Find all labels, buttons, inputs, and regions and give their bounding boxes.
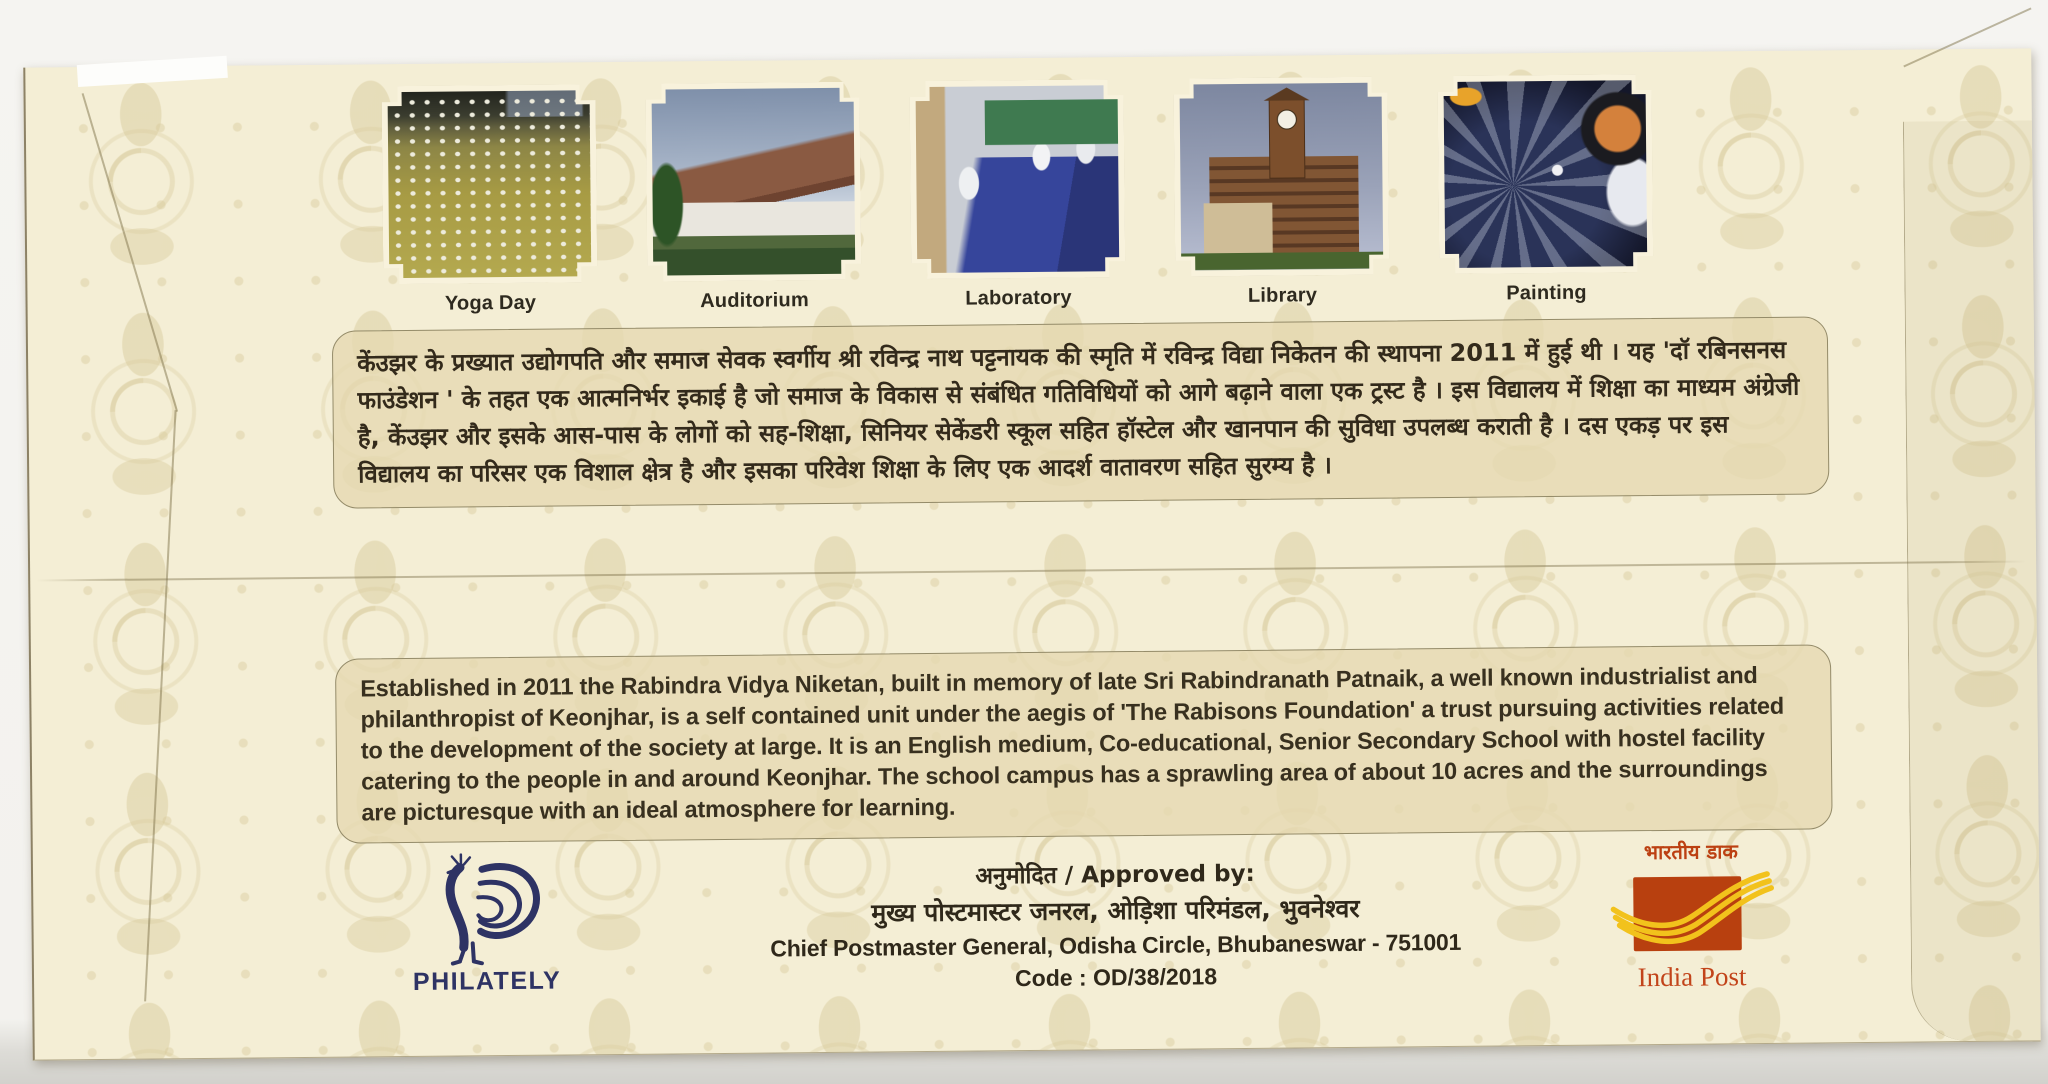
info-box-hindi xyxy=(332,316,1830,508)
india-post-english-label: India Post xyxy=(1637,961,1747,993)
philately-label: PHILATELY xyxy=(412,966,562,996)
english-paragraph: Established in 2011 the Rabindra Vidya Niketan, built in memory of late Sri Rabindranath Patnaik, a well known industrialist and philanthropist of Keonjhar, is a self contained unit under the aegis of 'The Rabisons Foundation' a trust pursuing activities related to the development of the society at large. It is an English medium, Co-educational, Senior Secondary School with hostel facility catering to the people in and around Keonjhar. The school campus has a sprawling area of about 10 acres and the surroundings are picturesque with an ideal atmosphere for learning. xyxy=(360,662,1785,826)
photo-painting xyxy=(1437,74,1653,306)
approval-line-2: मुख्य पोस्टमास्टर जनरल, ओड़िशा परिमंडल, भुवनेश्वर xyxy=(871,893,1360,928)
photo-frame-border xyxy=(645,82,861,282)
india-post-hindi-label: भारतीय डाक xyxy=(1643,839,1738,865)
envelope-liner-sliver xyxy=(77,56,228,87)
india-post-logo xyxy=(1601,837,1782,994)
left-flap-fold-line-upper xyxy=(82,93,178,412)
approval-line-4: Code : OD/38/2018 xyxy=(1014,963,1218,992)
photo-caption: Painting xyxy=(1506,281,1587,305)
india-post-emblem-icon xyxy=(1607,868,1776,956)
clock-tower-roof xyxy=(1263,87,1309,100)
photo-library xyxy=(1173,77,1389,309)
photo-auditorium xyxy=(645,82,861,314)
photo-frame-border xyxy=(381,84,597,284)
approval-block xyxy=(715,853,1516,995)
envelope-back xyxy=(23,48,2040,1060)
approval-line-3: Chief Postmaster General, Odisha Circle, Bhubaneswar - 751001 xyxy=(770,928,1462,962)
peacock-icon xyxy=(420,853,553,966)
approval-line-1: अनुमोदित / Approved by: xyxy=(975,860,1255,890)
photo-caption: Library xyxy=(1247,284,1318,307)
photo-frame-border xyxy=(1437,74,1653,274)
photo-caption: Yoga Day xyxy=(444,291,537,315)
laboratory-image xyxy=(916,85,1120,273)
right-flap-fold-line xyxy=(1903,7,2031,67)
photo-frame-border xyxy=(909,79,1125,279)
photo-frame-border xyxy=(1173,77,1389,277)
philately-logo xyxy=(391,852,582,997)
middle-crease xyxy=(36,560,2026,581)
right-side-flap xyxy=(1903,120,2041,1041)
photo-caption: Auditorium xyxy=(700,289,809,313)
clock-tower xyxy=(1269,98,1306,178)
hindi-paragraph: केंउझर के प्रख्यात उद्योगपति और समाज सेवक स्वर्गीय श्री रविन्द्र नाथ पट्टनायक की स्मृति में रविन्द्र विद्या निकेतन की स्थापना 2011 में हुई थी । यह 'दॉ रबिनसनस फाउंडेशन ' के तहत एक आत्मनिर्भर इकाई है जो समाज के विकास से संबंधित गतिविधियों को आगे बढ़ाने वाला एक ट्रस्ट है । इस विद्यालय में शिक्षा का माध्यम अंग्रेजी है, केंउझर और इसके आस-पास के लोगों को सह-शिक्षा, सिनियर सेकेंडरी स्कूल सहित हॉस्टेल और खानपान की सुविधा उपलब्ध कराती है । दस एकड़ पर इस विद्यालय का परिसर एक विशाल क्षेत्र है और इसका परिवेश शिक्षा के लिए एक आदर्श वातावरण सहित सुरम्य है । xyxy=(357,335,1800,489)
left-flap-fold-line-lower xyxy=(145,410,177,1001)
photo-caption: Laboratory xyxy=(965,286,1072,310)
painting-image xyxy=(1443,80,1647,268)
photo-yoga-day xyxy=(381,84,597,316)
yoga-day-image xyxy=(388,90,592,278)
library-image xyxy=(1179,83,1383,271)
photo-laboratory xyxy=(909,79,1125,311)
clock-face xyxy=(1277,109,1297,129)
info-box-english xyxy=(335,644,1833,843)
auditorium-image xyxy=(652,88,856,276)
